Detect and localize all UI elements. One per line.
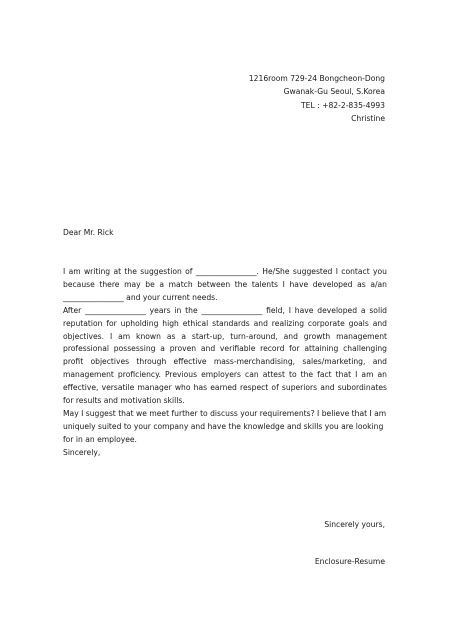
sender-address [249, 72, 385, 125]
paragraph-1: I am writing at the suggestion of ________________. He/She suggested I contact you because there may be a match between the talents I have developed as a/an ________________ and your current needs. [63, 267, 387, 302]
address-line-2: Gwanak-Gu Seoul, S.Korea [283, 87, 385, 97]
enclosure-note: Enclosure-Resume [314, 557, 385, 566]
address-phone: TEL : +82-2-835-4993 [301, 100, 385, 110]
paragraph-3: May I suggest that we meet further to discuss your requirements? I believe that I am uniquely suited to your company and have the knowledge and skills you are looking for in an employee. [63, 408, 387, 444]
address-line-1: 1216room 729-24 Bongcheon-Dong [248, 74, 385, 83]
paragraph-2: After ________________ years in the ________________ field, I have developed a solid reputation for upholding high ethical standards and realizing corporate goals and objectives. I am known as a start-up, turn-around, and growth management professional possessing a proven and verifiable record for attaining challenging profit objectives through effective mass-merchandising, sales/marketing, and management proficiency. Previous employers can attest to the fact that I am an effective, versatile manager who has earned respect of superiors and subordinates for results and motivation skills. [63, 305, 387, 406]
closing: Sincerely yours, [324, 520, 385, 529]
paragraph-4: Sincerely, [63, 447, 101, 457]
salutation: Dear Mr. Rick [63, 228, 114, 237]
sender-name: Christine [351, 113, 385, 123]
letter-body [63, 266, 387, 460]
